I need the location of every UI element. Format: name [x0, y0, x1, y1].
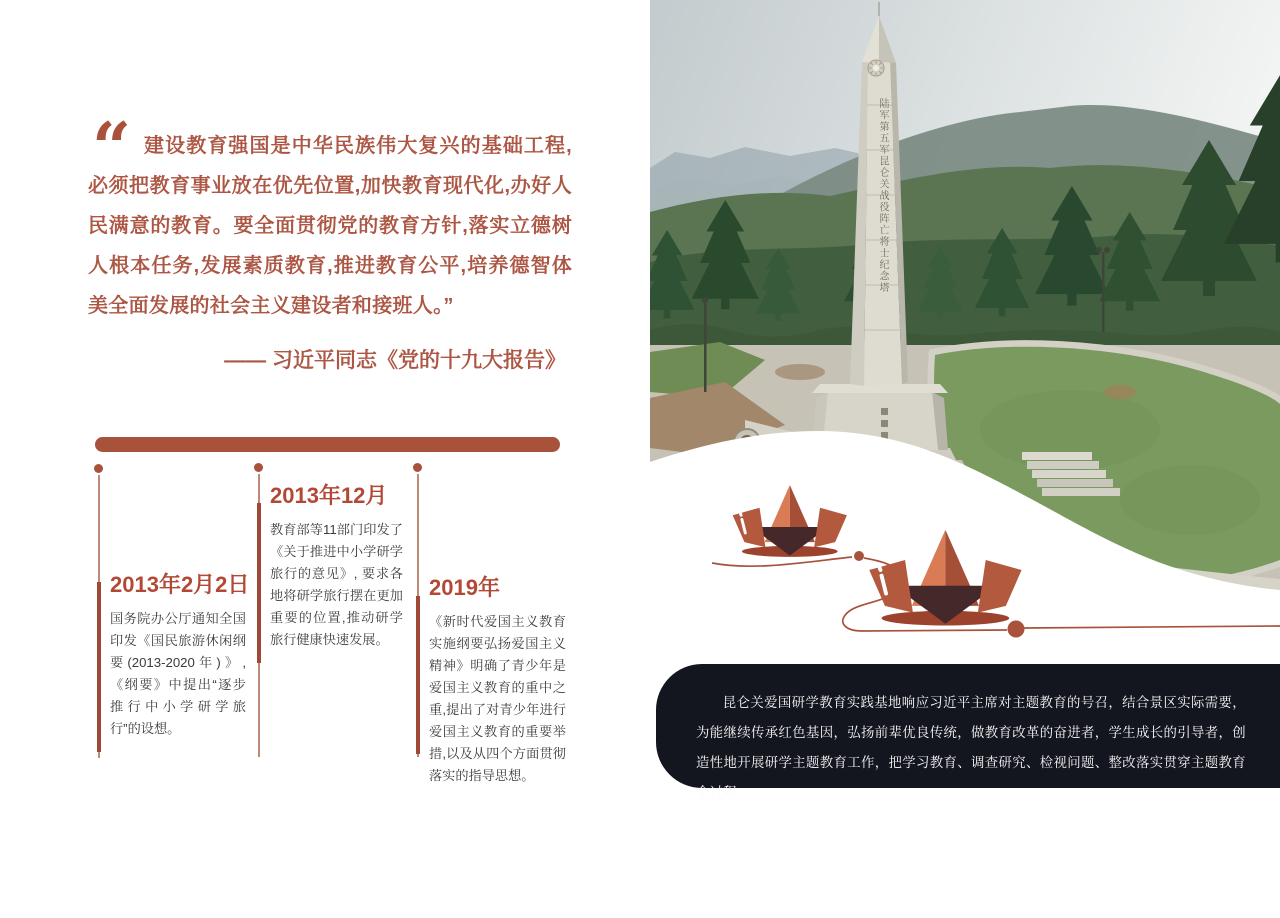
timeline-accent-line	[416, 596, 420, 754]
timeline-date: 2013年2月2日	[110, 572, 250, 597]
memorial-photo-illustration	[650, 0, 1280, 660]
monument-inscription: 陆军第五军昆仑关战役阵亡将士纪念塔	[877, 98, 888, 294]
timeline-dot-icon	[94, 464, 103, 473]
connector-dot-large	[1008, 621, 1025, 638]
sun-emblem-icon	[868, 60, 884, 76]
divider-bar	[95, 437, 560, 452]
timeline-accent-line	[257, 503, 261, 663]
quote-attribution: —— 习近平同志《党的十九大报告》	[224, 349, 566, 372]
description-box	[656, 664, 1280, 800]
timeline-date: 2013年12月	[270, 483, 388, 508]
timeline-dot-icon	[254, 463, 263, 472]
timeline-accent-line	[97, 582, 101, 752]
quote-text: 建设教育强国是中华民族伟大复兴的基础工程,必须把教育事业放在优先位置,加快教育现代化,办好人民满意的教育。要全面贯彻党的教育方针,落实立德树人根本任务,发展素质教育,推进教育公平,培养德智体美全面发展的社会主义建设者和接班人。”	[88, 135, 572, 317]
timeline-text: 教育部等11部门印发了《关于推进中小学研学旅行的意见》, 要求各地将研学旅行摆在更加重要的位置,推动研学旅行健康快速发展。	[270, 522, 403, 647]
quote-mark-icon: “	[92, 108, 132, 188]
connector-dot-small	[854, 551, 864, 561]
description-text: 昆仑关爱国研学教育实践基地响应习近平主席对主题教育的号召，结合景区实际需要，为能继续传承红色基因，弘扬前辈优良传统，做教育改革的奋进者，学生成长的引导者，创造性地开展研学主题教育工作，把学习教育、调查研究、检视问题、整改落实贯穿主题教育全过程。	[696, 695, 1246, 800]
timeline-text: 国务院办公厅通知全国印发《国民旅游休闲纲要(2013-2020年)》,《纲要》中提出“逐步推行中小学研学旅行”的设想。	[110, 611, 246, 736]
timeline-date: 2019年	[429, 575, 500, 600]
timeline-dot-icon	[413, 463, 422, 472]
timeline-text: 《新时代爱国主义教育实施纲要弘扬爱国主义精神》明确了青少年是爱国主义教育的重中之重,提出了对青少年进行爱国主义教育的重要举措,以及从四个方面贯彻落实的指导思想。	[429, 614, 566, 783]
